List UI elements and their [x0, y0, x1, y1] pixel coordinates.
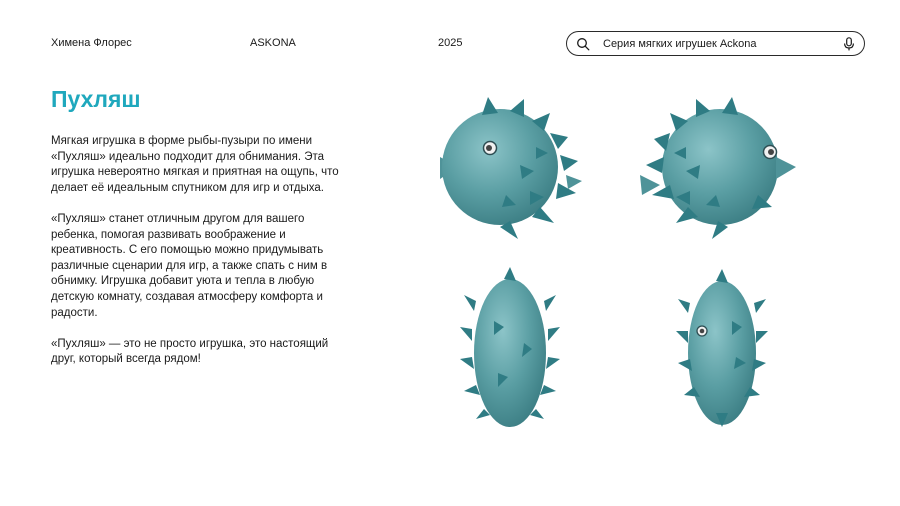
product-title: Пухляш	[51, 86, 141, 112]
product-views-illustration	[420, 95, 840, 440]
description-paragraph: «Пухляш» станет отличным другом для вашего ребенка, помогая развивать воображение и креативность. С его помощью можно придумывать различные сценарии для игр, а также спать с ним в обнимку. Игрушка добавит уюта и тепла в любую детскую комнату, создавая атмосферу комфорта и радости.	[51, 212, 328, 319]
description-paragraph: Мягкая игрушка в форме рыбы-пузыри по имени «Пухляш» идеально подходит для обнимания. Эта игрушка невероятно мягкая и приятная на ощупь, что делает её идеальным спутником для игр и отдыха.	[51, 135, 339, 194]
search-bar[interactable]	[566, 31, 865, 56]
year-label: 2025	[438, 37, 463, 49]
mic-icon[interactable]	[843, 37, 855, 51]
product-views	[420, 95, 840, 440]
fish-top-view-left	[460, 267, 560, 427]
fish-side-view-right	[640, 97, 796, 239]
author-name: Химена Флорес	[51, 37, 132, 49]
fish-side-view-left	[440, 97, 582, 239]
description-paragraph: «Пухляш» — это не просто игрушка, это настоящий друг, который всегда рядом!	[51, 337, 329, 366]
header	[0, 0, 900, 88]
fish-top-view-right	[676, 269, 768, 427]
product-description	[51, 134, 351, 384]
search-icon[interactable]	[576, 37, 590, 51]
brand-name: ASKONA	[250, 37, 296, 49]
search-input[interactable]: Серия мягких игрушек Асkona	[603, 38, 757, 50]
